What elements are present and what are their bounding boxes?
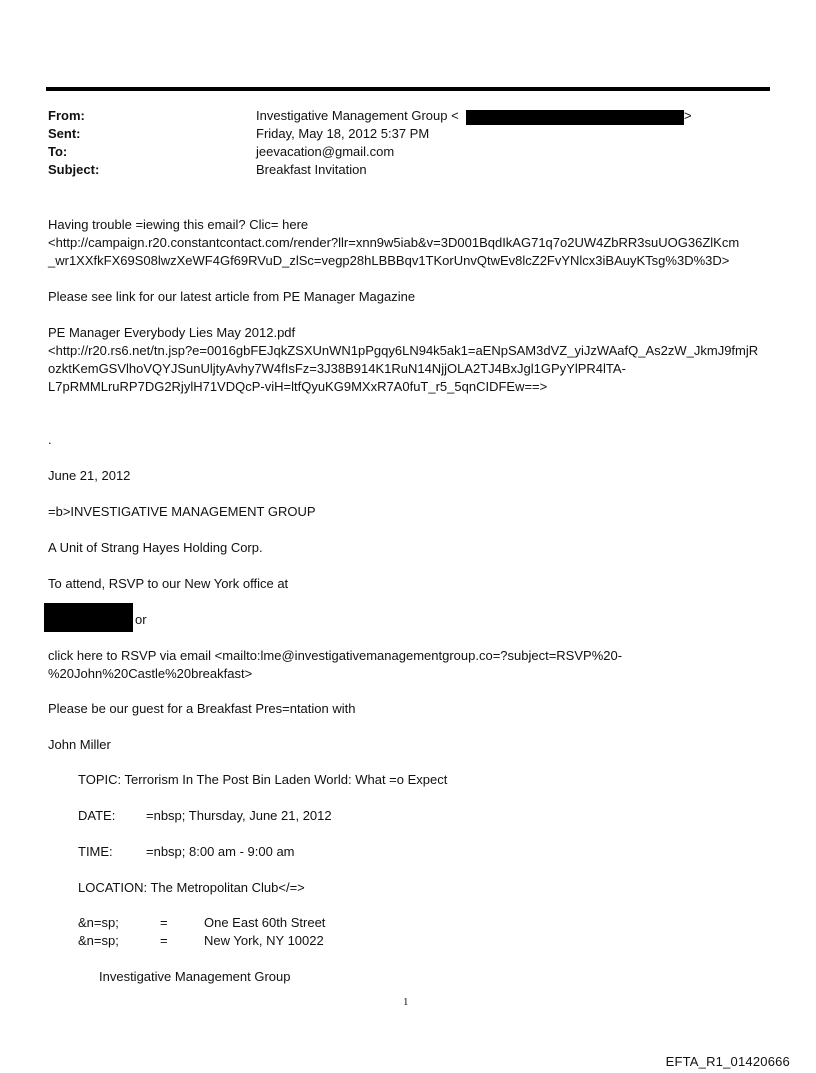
address-line-1: One East 60th Street [204,915,326,930]
from-sender: Investigative Management Group < [256,108,459,123]
address-eq-2: = [160,933,168,948]
redaction-phone [44,603,133,632]
subject-label: Subject: [48,162,100,177]
address-line-2: New York, NY 10022 [204,933,324,948]
redaction-email [466,110,684,125]
pdf-name: PE Manager Everybody Lies May 2012.pdf [48,325,296,340]
pdf-link-line-3[interactable]: L7pRMMLruRP7DG2RjylH71VDQcP-viH=ltfQyuKG9MXxR7A0fuT_r5_5qnCIDFEw==> [48,379,548,394]
address-prefix-2: &n=sp; [78,933,119,948]
time-label: TIME: [78,844,113,859]
to-label: To: [48,144,68,159]
sent-value: Friday, May 18, 2012 5:37 PM [256,126,430,141]
to-value: jeevacation@gmail.com [256,144,395,159]
or-text: or [135,612,147,627]
event-date: June 21, 2012 [48,468,131,483]
rsvp-link-line-2[interactable]: %20John%20Castle%20breakfast> [48,666,253,681]
page-number: 1 [403,996,409,1008]
dot-line: . [48,432,52,447]
date-label: DATE: [78,808,116,823]
time-value: =nbsp; 8:00 am - 9:00 am [146,844,295,859]
trouble-line: Having trouble =iewing this email? Clic= here [48,217,309,232]
see-link-line: Please see link for our latest article from PE Manager Magazine [48,289,416,304]
date-value: =nbsp; Thursday, June 21, 2012 [146,808,332,823]
from-suffix: > [684,108,692,123]
pdf-link-line-1[interactable]: <http://r20.rs6.net/tn.jsp?e=0016gbFEJqkZSXUnWN1pPgqy6LN94k5ak1=aENpSAM3dVZ_yiJzWAafQ_As2zW_JkmJ9fmjR [48,343,759,358]
topic-line: TOPIC: Terrorism In The Post Bin Laden World: What =o Expect [78,772,448,787]
sent-label: Sent: [48,126,81,141]
campaign-link-line-2[interactable]: _wr1XXfkFX69S08lwzXeWF4Gf69RVuD_zlSc=vegp28hLBBBqv1TKorUnvQtwEv8lcZ2FvYNlcx3iBAuyKTsg%3D%3D> [48,253,730,268]
subject-value: Breakfast Invitation [256,162,367,177]
from-label: From: [48,108,85,123]
from-value [256,108,459,123]
bates-number: EFTA_R1_01420666 [665,1054,790,1069]
address-prefix-1: &n=sp; [78,915,119,930]
guest-line: Please be our guest for a Breakfast Pres=ntation with [48,701,356,716]
address-eq-1: = [160,915,168,930]
closing-line: Investigative Management Group [99,969,291,984]
attend-line: To attend, RSVP to our New York office at [48,576,289,591]
rsvp-link-line-1[interactable]: click here to RSVP via email <mailto:lme@investigativemanagementgroup.co=?subject=RSVP%20- [48,648,623,663]
pdf-link-line-2[interactable]: ozktKemGSVlhoVQYJSunUljtyAvhy7W4fIsFz=3J38B914K1RuN14NjjOLA2TJ4BxJgl1GPyYlPR4lTA- [48,361,626,376]
location-line: LOCATION: The Metropolitan Club</=> [78,880,305,895]
header-rule [46,87,770,91]
org-heading: =b>INVESTIGATIVE MANAGEMENT GROUP [48,504,316,519]
campaign-link-line-1[interactable]: <http://campaign.r20.constantcontact.com/render?llr=xnn9w5iab&v=3D001BqdIkAG71q7o2UW4ZbRR3suUOG36ZlKcm [48,235,740,250]
unit-line: A Unit of Strang Hayes Holding Corp. [48,540,263,555]
speaker-name: John Miller [48,737,111,752]
